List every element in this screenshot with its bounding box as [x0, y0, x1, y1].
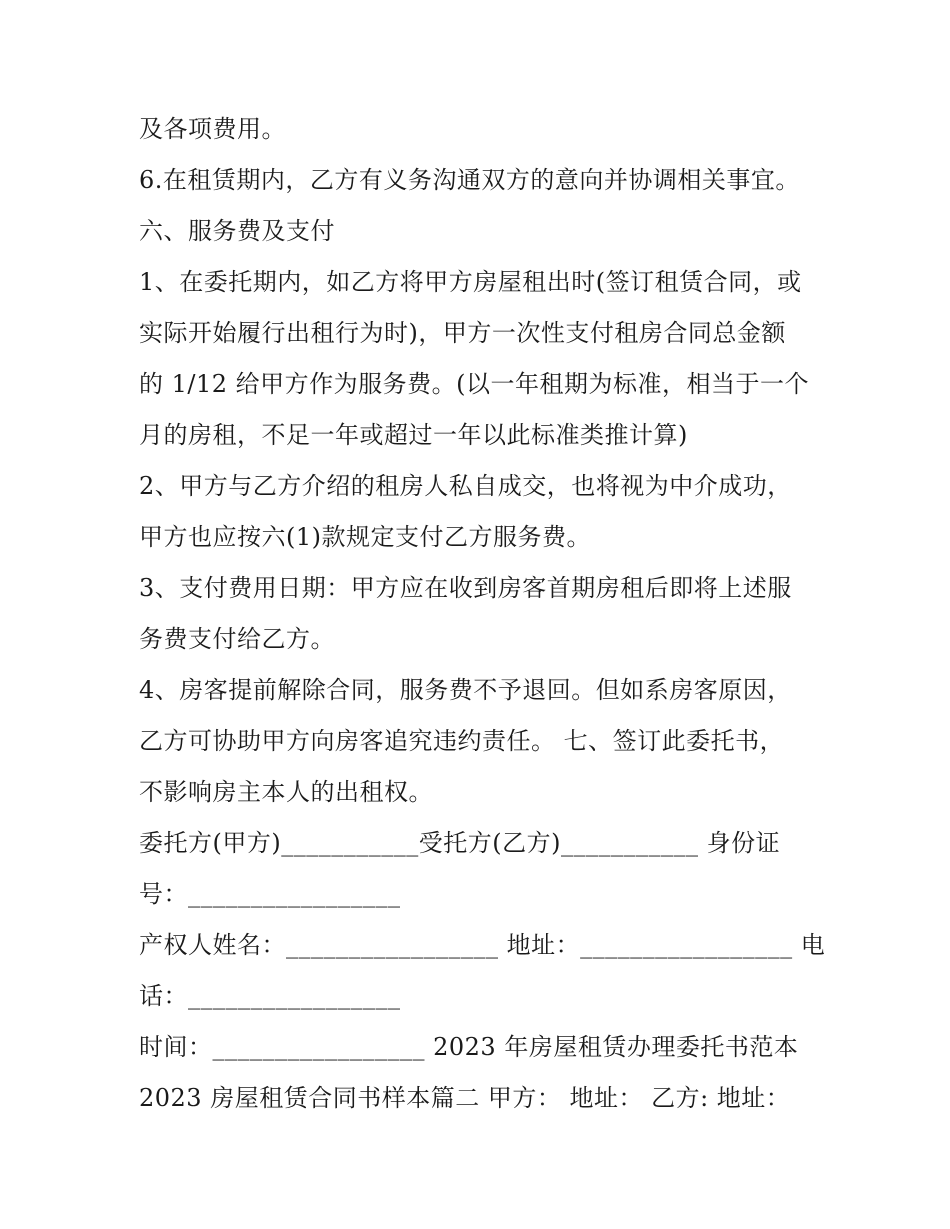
text-line-10: 3、支付费用日期：甲方应在收到房客首期房租后即将上述服: [139, 574, 792, 602]
signature-line-phone: 话：_________________: [139, 982, 401, 1010]
section-heading-service-fee: 六、服务费及支付: [139, 217, 335, 245]
text-line-20: 2023 房屋租赁合同书样本篇二 甲方： 地址： 乙方: 地址：: [139, 1084, 791, 1112]
text-line-5: 实际开始履行出租行为时)，甲方一次性支付租房合同总金额: [139, 319, 786, 347]
signature-line-parties: 委托方(甲方)___________受托方(乙方)___________ 身份证: [139, 829, 781, 857]
signature-line-date: 时间：_________________ 2023 年房屋租赁办理委托书范本: [139, 1033, 799, 1061]
text-line-7: 月的房租，不足一年或超过一年以此标准类推计算): [139, 421, 688, 449]
text-line-8: 2、甲方与乙方介绍的租房人私自成交，也将视为中介成功，: [139, 472, 792, 500]
signature-line-owner: 产权人姓名：_________________ 地址：_________________ 电: [139, 931, 826, 959]
text-line-13: 乙方可协助甲方向房客追究违约责任。 七、签订此委托书，: [139, 727, 785, 755]
signature-line-id: 号：_________________: [139, 880, 401, 908]
document-body: [139, 104, 826, 1124]
text-line-9: 甲方也应按六(1)款规定支付乙方服务费。: [139, 523, 591, 551]
text-line-1: 及各项费用。: [139, 115, 286, 143]
text-line-11: 务费支付给乙方。: [139, 625, 335, 653]
text-line-4: 1、在委托期内，如乙方将甲方房屋租出时(签订租赁合同，或: [139, 268, 802, 296]
text-line-14: 不影响房主本人的出租权。: [139, 778, 433, 806]
text-line-2: 6.在租赁期内，乙方有义务沟通双方的意向并协调相关事宜。: [139, 166, 800, 194]
text-line-6: 的 1/12 给甲方作为服务费。(以一年租期为标准，相当于一个: [139, 370, 810, 398]
text-line-12: 4、房客提前解除合同，服务费不予退回。但如系房客原因，: [139, 676, 792, 704]
